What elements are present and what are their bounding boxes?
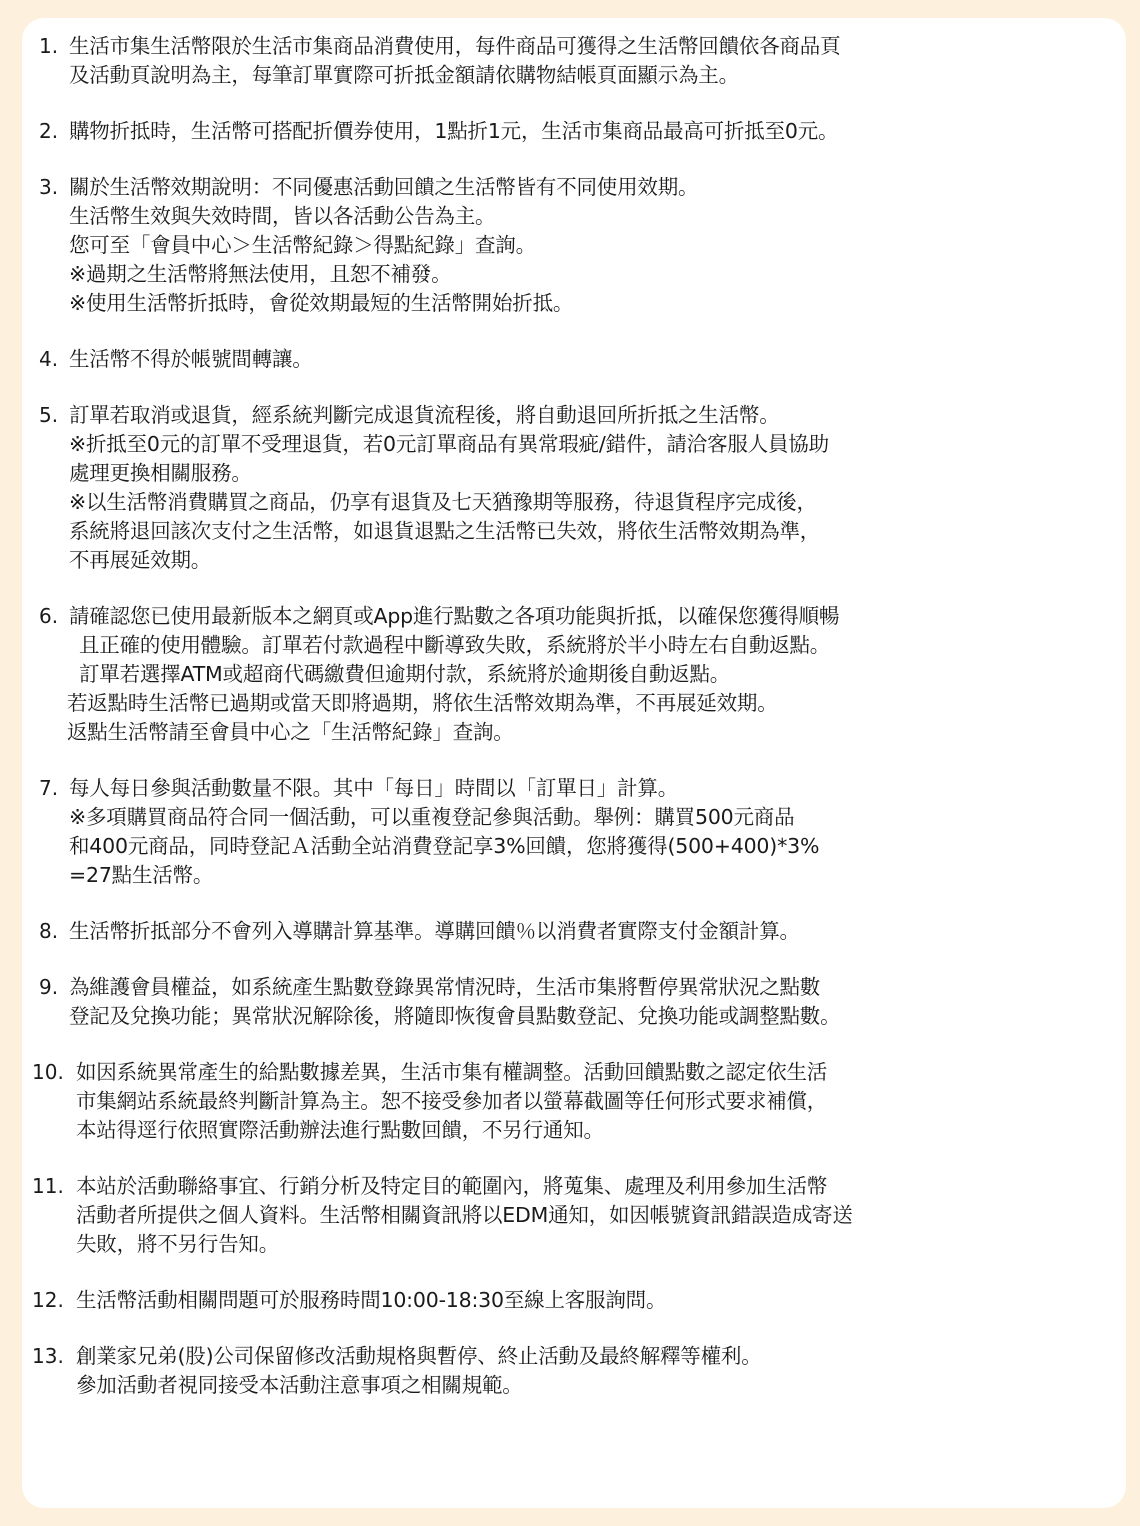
term-line: 您可至「會員中心＞生活幣紀錄＞得點紀錄」查詢。 [69, 233, 536, 257]
term-line: 失敗，將不另行告知。 [76, 1232, 279, 1256]
term-number: 9. [39, 975, 59, 999]
term-item-7 [22, 774, 1126, 890]
term-item-2 [22, 117, 1126, 146]
term-number: 12. [32, 1288, 64, 1312]
term-line: 本站得逕行依照實際活動辦法進行點數回饋，不另行通知。 [76, 1118, 604, 1142]
term-item-12 [22, 1286, 1126, 1315]
term-line: 參加活動者視同接受本活動注意事項之相關規範。 [76, 1373, 523, 1397]
term-line: 購物折抵時，生活幣可搭配折價券使用，1點折1元，生活市集商品最高可折抵至0元。 [69, 119, 839, 143]
term-number: 3. [39, 175, 59, 199]
term-item-3 [22, 173, 1126, 318]
term-line: ※以生活幣消費購買之商品，仍享有退貨及七天猶豫期等服務，待退貨程序完成後， [69, 490, 817, 514]
term-line: 活動者所提供之個人資料。生活幣相關資訊將以EDM通知，如因帳號資訊錯誤造成寄送 [76, 1203, 853, 1227]
term-line: 創業家兄弟(股)公司保留修改活動規格與暫停、終止活動及最終解釋等權利。 [76, 1344, 762, 1368]
term-number: 7. [39, 776, 59, 800]
term-item-10 [22, 1058, 1126, 1145]
term-number: 2. [39, 119, 59, 143]
term-line: 訂單若取消或退貨，經系統判斷完成退貨流程後，將自動退回所折抵之生活幣。 [69, 403, 780, 427]
term-line: 關於生活幣效期說明：不同優惠活動回饋之生活幣皆有不同使用效期。 [69, 175, 699, 199]
term-line: 生活幣不得於帳號間轉讓。 [69, 347, 313, 371]
term-line: 每人每日參與活動數量不限。其中「每日」時間以「訂單日」計算。 [69, 776, 678, 800]
term-number: 11. [32, 1174, 64, 1198]
term-number: 8. [39, 919, 59, 943]
term-line: 市集網站系統最終判斷計算為主。恕不接受參加者以螢幕截圖等任何形式要求補償， [76, 1089, 828, 1113]
term-line: 本站於活動聯絡事宜、行銷分析及特定目的範圍內，將蒐集、處理及利用參加生活幣 [76, 1174, 828, 1198]
term-line: =27點生活幣。 [69, 863, 214, 887]
term-line: 且正確的使用體驗。訂單若付款過程中斷導致失敗，系統將於半小時左右自動返點。 [79, 633, 831, 657]
term-line: ※過期之生活幣將無法使用，且恕不補發。 [69, 262, 452, 286]
term-line: 生活幣活動相關問題可於服務時間10:00-18:30至線上客服詢問。 [76, 1288, 667, 1312]
term-line: 生活幣生效與失效時間，皆以各活動公告為主。 [69, 204, 496, 228]
term-line: 處理更換相關服務。 [69, 461, 252, 485]
term-item-4 [22, 345, 1126, 374]
term-line: 及活動頁說明為主，每筆訂單實際可折抵金額請依購物結帳頁面顯示為主。 [69, 63, 739, 87]
term-item-9 [22, 973, 1126, 1031]
term-item-5 [22, 401, 1126, 575]
term-line: 生活幣折抵部分不會列入導購計算基準。導購回饋％以消費者實際支付金額計算。 [69, 919, 800, 943]
term-line: 登記及兌換功能；異常狀況解除後，將隨即恢復會員點數登記、兌換功能或調整點數。 [69, 1004, 841, 1028]
term-line: 若返點時生活幣已過期或當天即將過期，將依生活幣效期為準，不再展延效期。 [67, 691, 778, 715]
term-line: ※多項購買商品符合同一個活動，可以重複登記參與活動。舉例：購買500元商品 [69, 805, 795, 829]
term-item-6 [22, 602, 1126, 747]
terms-list [22, 18, 1126, 1400]
term-line: 和400元商品，同時登記Ａ活動全站消費登記享3%回饋，您將獲得(500+400)*3% [69, 834, 820, 858]
term-line: 生活市集生活幣限於生活市集商品消費使用，每件商品可獲得之生活幣回饋依各商品頁 [69, 34, 841, 58]
term-line: 請確認您已使用最新版本之網頁或App進行點數之各項功能與折抵，以確保您獲得順暢 [69, 604, 840, 628]
term-line: 系統將退回該次支付之生活幣，如退貨退點之生活幣已失效，將依生活幣效期為準， [69, 519, 821, 543]
term-number: 4. [39, 347, 59, 371]
term-item-11 [22, 1172, 1126, 1259]
term-number: 5. [39, 403, 59, 427]
term-line: ※使用生活幣折抵時，會從效期最短的生活幣開始折抵。 [69, 291, 574, 315]
term-line: 如因系統異常產生的給點數據差異，生活市集有權調整。活動回饋點數之認定依生活 [76, 1060, 828, 1084]
term-item-13 [22, 1342, 1126, 1400]
term-item-8 [22, 917, 1126, 946]
term-number: 13. [32, 1344, 64, 1368]
term-line: 訂單若選擇ATM或超商代碼繳費但逾期付款，系統將於逾期後自動返點。 [79, 662, 731, 686]
term-number: 10. [32, 1060, 64, 1084]
term-line: 返點生活幣請至會員中心之「生活幣紀錄」查詢。 [67, 720, 514, 744]
term-line: 為維護會員權益，如系統產生點數登錄異常情況時，生活市集將暫停異常狀況之點數 [69, 975, 821, 999]
terms-card [22, 18, 1126, 1508]
term-number: 6. [39, 604, 59, 628]
term-line: ※折抵至0元的訂單不受理退貨，若0元訂單商品有異常瑕疵/錯件，請洽客服人員協助 [69, 432, 829, 456]
term-number: 1. [39, 34, 59, 58]
term-item-1 [22, 32, 1126, 90]
term-line: 不再展延效期。 [69, 548, 212, 572]
